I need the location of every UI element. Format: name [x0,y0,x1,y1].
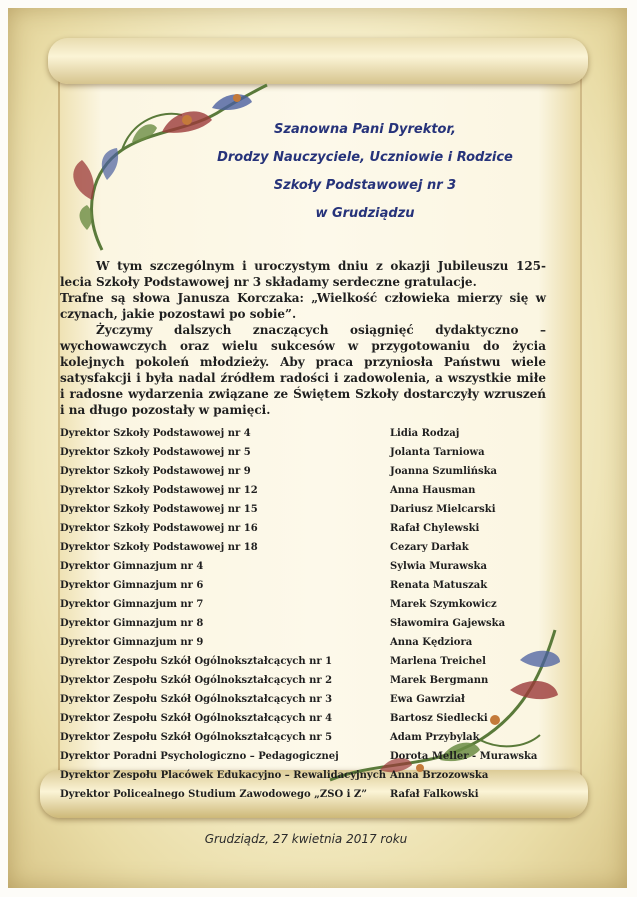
signer-role: Dyrektor Gimnazjum nr 7 [60,599,204,610]
body-paragraph-quote: Trafne są słowa Janusza Korczaka: „Wielkość człowieka mierzy się w czynach, jakie pozostawi po sobie”. [60,291,546,321]
signer-role: Dyrektor Zespołu Szkół Ogólnokształcących nr 4 [60,713,333,724]
signer-row [60,770,550,789]
signer-row [60,466,550,485]
signer-row [60,542,550,561]
greeting-line: w Grudziądzu [315,206,415,221]
signer-row [60,637,550,656]
signer-row [60,618,550,637]
signer-name: Anna Kędziora [390,637,473,648]
greeting-line: Drodzy Nauczyciele, Uczniowie i Rodzice [217,150,513,165]
signer-row [60,561,550,580]
signer-role: Dyrektor Poradni Psychologiczno – Pedagogicznej [60,751,339,762]
signer-role: Dyrektor Szkoły Podstawowej nr 18 [60,542,258,553]
signer-name: Dariusz Mielcarski [390,504,496,515]
signer-role: Dyrektor Gimnazjum nr 9 [60,637,204,648]
signer-name: Dorota Meller - Murawska [390,751,538,762]
signer-row [60,694,550,713]
signer-name: Bartosz Siedlecki [390,713,488,724]
signer-role: Dyrektor Szkoły Podstawowej nr 4 [60,428,251,439]
signer-row [60,428,550,447]
signer-row [60,523,550,542]
signer-row [60,485,550,504]
signer-row [60,656,550,675]
signers-list [60,428,550,808]
signer-role: Dyrektor Szkoły Podstawowej nr 9 [60,466,251,477]
signer-role: Dyrektor Gimnazjum nr 8 [60,618,204,629]
signer-row [60,580,550,599]
signer-role: Dyrektor Szkoły Podstawowej nr 15 [60,504,258,515]
greeting-line: Szanowna Pani Dyrektor, [274,122,456,137]
signer-role: Dyrektor Szkoły Podstawowej nr 5 [60,447,251,458]
signer-role: Dyrektor Zespołu Placówek Edukacyjno – Rewalidacyjnych [60,770,387,781]
signer-role: Dyrektor Gimnazjum nr 4 [60,561,204,572]
greeting-block [160,116,570,228]
signer-row [60,675,550,694]
signer-name: Adam Przybylak [390,732,480,743]
body-paragraph: W tym szczególnym i uroczystym dniu z okazji Jubileuszu 125-lecia Szkoły Podstawowej nr 3 składamy serdeczne gratulacje. [60,259,546,289]
signer-name: Sławomira Gajewska [390,618,506,629]
place-date: Grudziądz, 27 kwietnia 2017 roku [204,832,408,846]
signer-name: Rafał Chylewski [390,523,480,534]
signer-row [60,751,550,770]
signer-role: Dyrektor Policealnego Studium Zawodowego „ZSO i Z” [60,789,367,800]
signer-name: Jolanta Tarniowa [390,447,485,458]
signer-name: Renata Matuszak [390,580,488,591]
signer-role: Dyrektor Szkoły Podstawowej nr 16 [60,523,258,534]
letter-body [60,258,546,418]
signer-name: Rafał Falkowski [390,789,479,800]
signer-role: Dyrektor Zespołu Szkół Ogólnokształcących nr 2 [60,675,333,686]
signer-role: Dyrektor Zespołu Szkół Ogólnokształcących nr 1 [60,656,333,667]
signer-row [60,713,550,732]
body-paragraph: Życzymy dalszych znaczących osiągnięć dydaktyczno – wychowawczych oraz wielu sukcesów w przygotowaniu do życia kolejnych pokoleń młodzieży. Aby praca przyniosła Państwu wiele satysfakcji i była nadal źródłem radości i zadowolenia, a wszystkie miłe i radosne wydarzenia związane ze Świętem Szkoły dostarczyły wzruszeń i na długo pozostały w pamięci. [60,323,546,417]
signer-row [60,599,550,618]
signer-name: Ewa Gawrział [390,694,465,705]
signer-name: Anna Brzozowska [390,770,489,781]
signer-row [60,789,550,808]
signer-name: Marek Bergmann [390,675,489,686]
signer-name: Marlena Treichel [390,656,486,667]
signer-name: Sylwia Murawska [390,561,487,572]
signer-role: Dyrektor Szkoły Podstawowej nr 12 [60,485,258,496]
signer-name: Marek Szymkowicz [390,599,497,610]
signer-role: Dyrektor Gimnazjum nr 6 [60,580,204,591]
signer-name: Lidia Rodzaj [390,428,460,439]
signer-row [60,504,550,523]
signer-row [60,447,550,466]
signer-name: Anna Hausman [390,485,476,496]
greeting-line: Szkoły Podstawowej nr 3 [273,178,457,193]
signer-role: Dyrektor Zespołu Szkół Ogólnokształcących nr 5 [60,732,333,743]
signer-row [60,732,550,751]
signer-role: Dyrektor Zespołu Szkół Ogólnokształcących nr 3 [60,694,333,705]
signer-name: Cezary Darłak [390,542,469,553]
signer-name: Joanna Szumlińska [390,466,498,477]
